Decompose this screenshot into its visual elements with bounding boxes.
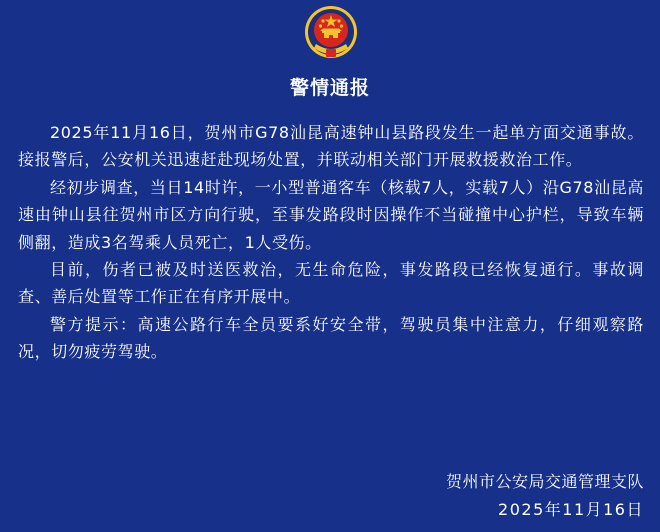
signature-date: 2025年11月16日: [498, 500, 644, 519]
paragraph-warning: 警方提示：高速公路行车全员要系好安全带，驾驶员集中注意力，仔细观察路况，切勿疲劳驾驶。: [18, 314, 644, 362]
paragraph-incident: 2025年11月16日，贺州市G78汕昆高速钟山县路段发生一起单方面交通事故。接报警后，公安机关迅速赶赴现场处置，并联动相关部门开展救援救治工作。: [18, 123, 644, 170]
notice-title: 警情通报: [289, 77, 370, 99]
police-emblem-icon: [302, 4, 360, 64]
notice-body: [18, 119, 644, 366]
paragraph-status: 目前，伤者已被及时送医救治，无生命危险，事发路段已经恢复通行。事故调查、善后处置等工作正在有序开展中。: [18, 260, 644, 307]
signature-organization: 贺州市公安局交通管理支队: [445, 472, 644, 491]
paragraph-investigation: 经初步调查，当日14时许，一小型普通客车（核载7人，实载7人）沿G78汕昆高速由钟山县往贺州市区方向行驶，至事发路段时因操作不当碰撞中心护栏，导致车辆侧翻，造成3名驾乘人员死亡，1人受伤。: [18, 177, 644, 252]
